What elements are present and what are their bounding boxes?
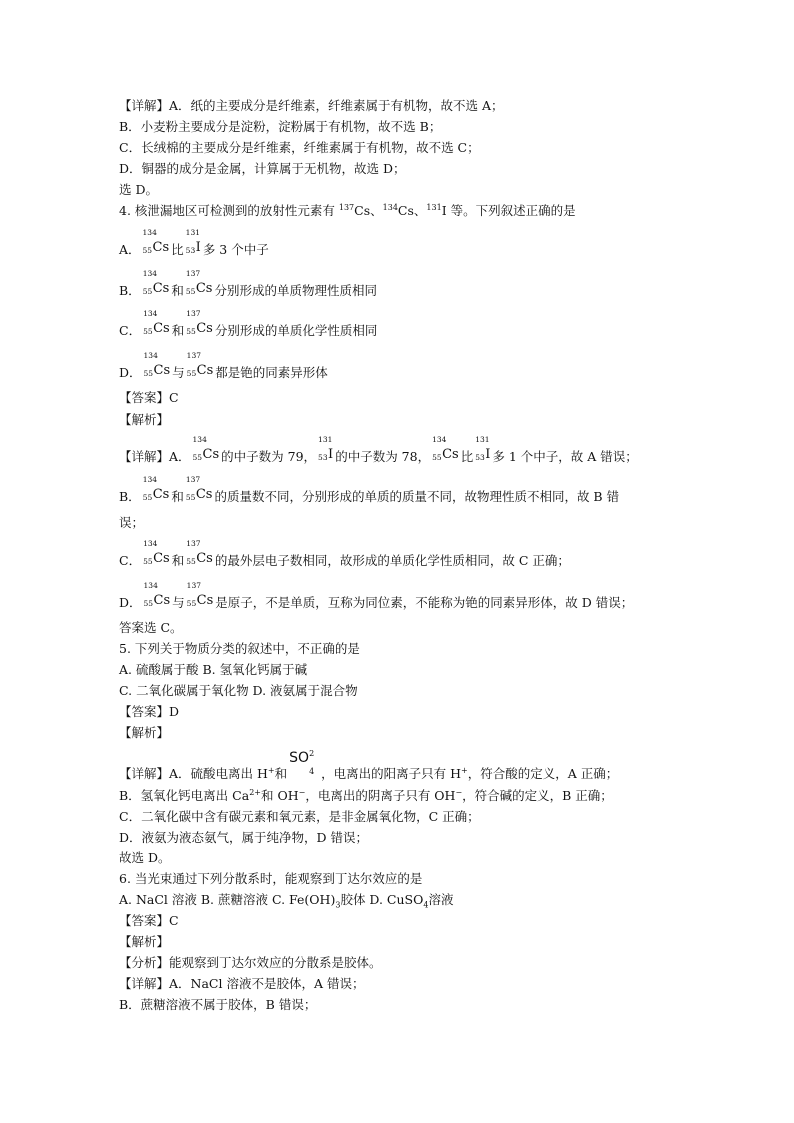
text-run: ，电离出的阳离子只有 H — [321, 766, 461, 781]
text-run: 胶体 D. CuSO — [340, 892, 424, 907]
text-run: B． — [119, 489, 141, 504]
text-line — [119, 98, 504, 114]
mass-number: 134 — [142, 228, 157, 237]
text-line — [119, 913, 179, 929]
text-run: 是原子，不是单质，互称为同位素，不能称为铯的同素异形体，故 D 错误； — [215, 595, 634, 610]
text-run: 【详解】A．NaCl 溶液不是胶体，A 错误； — [119, 976, 365, 991]
nuclide-symbol — [143, 581, 171, 611]
text-run: ，符合酸的定义，A 正确； — [467, 766, 619, 781]
text-run: 和 — [171, 323, 185, 338]
text-run: 和 — [274, 766, 288, 781]
text-run: 都是铯的同素异形体 — [215, 365, 328, 380]
text-line — [119, 871, 422, 887]
text-line — [119, 435, 638, 465]
atomic-number: 55 — [186, 327, 196, 336]
subscript: 4 — [423, 900, 429, 910]
nuclide-symbol — [142, 475, 170, 505]
element-symbol: Cs — [152, 240, 170, 255]
mass-number: 134 — [142, 269, 158, 278]
nuclide-symbol — [185, 475, 213, 505]
text-run: 的最外层电子数相同，故形成的单质化学性质相同，故 C 正确； — [214, 553, 570, 568]
text-run: ，符合碱的定义，B 正确； — [462, 788, 613, 803]
text-run: 答案选 C。 — [119, 620, 183, 635]
superscript: − — [298, 787, 306, 797]
atomic-number: 55 — [142, 493, 153, 502]
element-symbol: I — [195, 240, 201, 255]
text-run: 【解析】 — [119, 934, 170, 949]
text-line — [119, 119, 441, 135]
text-run: 的中子数为 79， — [221, 449, 317, 464]
element-symbol: Cs — [195, 487, 213, 502]
ion-formula: SO — [289, 750, 310, 766]
text-run: 【解析】 — [119, 412, 170, 427]
text-line — [119, 161, 406, 177]
text-run: 和 — [171, 489, 184, 504]
text-line — [119, 892, 453, 908]
text-run: 和 OH — [260, 788, 299, 803]
nuclide-symbol — [186, 539, 213, 569]
atomic-number: 55 — [185, 287, 196, 296]
superscript: 2+ — [249, 787, 261, 797]
mass-number: 134 — [143, 581, 158, 590]
superscript: + — [267, 765, 275, 775]
text-line — [119, 539, 570, 569]
element-symbol: Cs — [152, 281, 170, 296]
nuclide-symbol — [192, 435, 220, 465]
mass-number: 131 — [318, 435, 333, 444]
text-run: Cs、 — [354, 203, 383, 218]
element-symbol: Cs — [196, 551, 213, 566]
text-line — [119, 203, 576, 219]
atomic-number: 55 — [186, 369, 197, 378]
text-run: 与 — [172, 595, 185, 610]
element-symbol: Cs — [153, 593, 171, 608]
mass-number: 131 — [185, 228, 200, 237]
atomic-number: 55 — [186, 599, 197, 608]
text-line — [119, 683, 358, 699]
nuclide-symbol — [318, 435, 334, 465]
mass-number: 134 — [192, 435, 207, 444]
nuclide-symbol — [142, 228, 170, 258]
text-line — [119, 955, 382, 971]
nuclide-symbol — [142, 269, 170, 299]
text-run: 分别形成的单质物理性质相同 — [214, 283, 377, 298]
mass-number: 134 — [143, 539, 158, 548]
text-run: 比 — [460, 449, 474, 464]
text-run: A. NaCl 溶液 B. 蔗糖溶液 C. Fe(OH) — [119, 892, 336, 907]
text-line — [119, 934, 169, 950]
text-run: 比 — [171, 242, 184, 257]
text-run: B． — [119, 283, 141, 298]
text-run: 溶液 — [428, 892, 454, 907]
atomic-number: 55 — [143, 369, 154, 378]
element-symbol: Cs — [196, 593, 214, 608]
mass-number: 137 — [186, 581, 201, 590]
text-line — [119, 515, 144, 531]
mass-number: 137 — [186, 351, 201, 360]
nuclide-symbol — [475, 435, 491, 465]
text-line — [119, 749, 619, 781]
atomic-number: 55 — [185, 493, 196, 502]
atomic-number: 55 — [143, 557, 153, 566]
text-run: 【解析】 — [119, 725, 170, 740]
atomic-number: 55 — [142, 246, 153, 255]
mass-number: 134 — [143, 309, 158, 318]
text-run: 【详解】A． — [119, 449, 191, 464]
subscript: 3 — [335, 900, 341, 910]
element-symbol: Cs — [202, 447, 220, 462]
text-line — [119, 830, 368, 846]
nuclide-symbol — [185, 269, 213, 299]
superscript: 137 — [338, 202, 355, 212]
element-symbol: I — [328, 447, 334, 462]
text-run: 5. 下列关于物质分类的叙述中，不正确的是 — [119, 641, 360, 656]
text-run: 误； — [119, 515, 145, 530]
atomic-number: 55 — [186, 557, 196, 566]
text-line — [119, 475, 620, 505]
text-run: 【答案】C — [119, 390, 179, 405]
ion-subscript: 4 — [309, 767, 315, 776]
element-symbol: Cs — [196, 363, 214, 378]
nuclide-symbol — [186, 351, 214, 381]
superscript: 131 — [426, 202, 442, 212]
text-line — [119, 809, 480, 825]
atomic-number: 55 — [143, 599, 154, 608]
text-run: 故选 D。 — [119, 850, 171, 865]
atomic-number: 53 — [185, 246, 196, 255]
text-run: 【分析】能观察到丁达尔效应的分散系是胶体。 — [119, 955, 382, 970]
text-run: 【答案】C — [119, 913, 179, 928]
text-run: D．铜器的成分是金属，计算属于无机物，故选 D； — [119, 161, 406, 176]
text-line — [119, 850, 171, 866]
text-line — [119, 309, 378, 339]
text-line — [119, 269, 377, 299]
element-symbol: Cs — [153, 551, 170, 566]
text-run: 选 D。 — [119, 182, 158, 197]
text-run: B．氢氧化钙电离出 Ca — [119, 788, 250, 803]
mass-number: 134 — [432, 435, 447, 444]
mass-number: 131 — [475, 435, 490, 444]
superscript: − — [455, 787, 463, 797]
text-run: B．小麦粉主要成分是淀粉，淀粉属于有机物，故不选 B； — [119, 119, 442, 134]
text-run: 6. 当光束通过下列分散系时，能观察到丁达尔效应的是 — [119, 871, 423, 886]
text-run: 多 1 个中子，故 A 错误； — [492, 449, 638, 464]
element-symbol: Cs — [442, 447, 459, 462]
text-run: 【答案】D — [119, 704, 180, 719]
text-line — [119, 228, 269, 258]
nuclide-symbol — [186, 309, 213, 339]
nuclide-symbol — [186, 581, 214, 611]
superscript: 134 — [382, 202, 398, 212]
text-run: 多 3 个中子 — [202, 242, 269, 257]
ion-charge: 2 — [309, 749, 315, 758]
text-line — [119, 704, 179, 720]
text-line — [119, 662, 307, 678]
text-run: C．二氧化碳中含有碳元素和氧元素，是非金属氧化物，C 正确； — [119, 809, 480, 824]
text-run: 与 — [172, 365, 185, 380]
text-line — [119, 725, 169, 741]
text-line — [119, 182, 158, 198]
element-symbol: Cs — [153, 363, 171, 378]
text-line — [119, 997, 316, 1013]
text-run: Cs、 — [397, 203, 427, 218]
mass-number: 137 — [185, 475, 201, 484]
text-line — [119, 620, 183, 636]
element-symbol: Cs — [153, 321, 170, 336]
text-run: D．液氨为液态氨气，属于纯净物，D 错误； — [119, 830, 369, 845]
text-run: 分别形成的单质化学性质相同 — [214, 323, 378, 338]
text-line — [119, 390, 179, 406]
mass-number: 134 — [143, 351, 158, 360]
text-line — [119, 140, 480, 156]
nuclide-symbol — [432, 435, 459, 465]
atomic-number: 53 — [475, 453, 485, 462]
text-run: 和 — [171, 283, 184, 298]
text-run: A． — [119, 242, 141, 257]
sulfate-ion — [289, 749, 319, 778]
text-line — [119, 412, 169, 428]
atomic-number: 55 — [432, 453, 442, 462]
text-run: D． — [119, 595, 142, 610]
element-symbol: Cs — [196, 321, 213, 336]
atomic-number: 55 — [192, 453, 203, 462]
mass-number: 137 — [186, 309, 201, 318]
mass-number: 137 — [185, 269, 201, 278]
mass-number: 137 — [186, 539, 201, 548]
text-run: 4. 核泄漏地区可检测到的放射性元素有 — [119, 203, 339, 218]
text-run: D． — [119, 365, 142, 380]
text-line — [119, 581, 634, 611]
text-line — [119, 641, 360, 657]
text-line — [119, 788, 613, 804]
text-run: C． — [119, 323, 142, 338]
text-run: 【详解】A．硫酸电离出 H — [119, 766, 268, 781]
text-run: C. 二氧化碳属于氧化物 D. 液氨属于混合物 — [119, 683, 358, 698]
text-run: ，电离出的阴离子只有 OH — [305, 788, 456, 803]
mass-number: 134 — [142, 475, 158, 484]
superscript: + — [461, 765, 468, 775]
atomic-number: 55 — [142, 287, 153, 296]
text-run: I 等。下列叙述正确的是 — [441, 203, 576, 218]
nuclide-symbol — [143, 351, 171, 381]
text-run: 的中子数为 78， — [335, 449, 431, 464]
atomic-number: 53 — [318, 453, 328, 462]
nuclide-symbol — [143, 539, 170, 569]
text-run: 和 — [171, 553, 185, 568]
text-run: B．蔗糖溶液不属于胶体，B 错误； — [119, 997, 317, 1012]
element-symbol: Cs — [195, 281, 213, 296]
text-line — [119, 351, 328, 381]
text-run: C． — [119, 553, 142, 568]
text-run: 【详解】A．纸的主要成分是纤维素，纤维素属于有机物，故不选 A； — [119, 98, 504, 113]
nuclide-symbol — [185, 228, 201, 258]
nuclide-symbol — [143, 309, 170, 339]
atomic-number: 55 — [143, 327, 153, 336]
text-run: A. 硫酸属于酸 B. 氢氧化钙属于碱 — [119, 662, 308, 677]
text-line — [119, 976, 364, 992]
text-run: 的质量数不同，分别形成的单质的质量不同，故物理性质不相同，故 B 错 — [214, 489, 620, 504]
element-symbol: I — [485, 447, 491, 462]
element-symbol: Cs — [152, 487, 170, 502]
text-run: C．长绒棉的主要成分是纤维素，纤维素属于有机物，故不选 C； — [119, 140, 480, 155]
